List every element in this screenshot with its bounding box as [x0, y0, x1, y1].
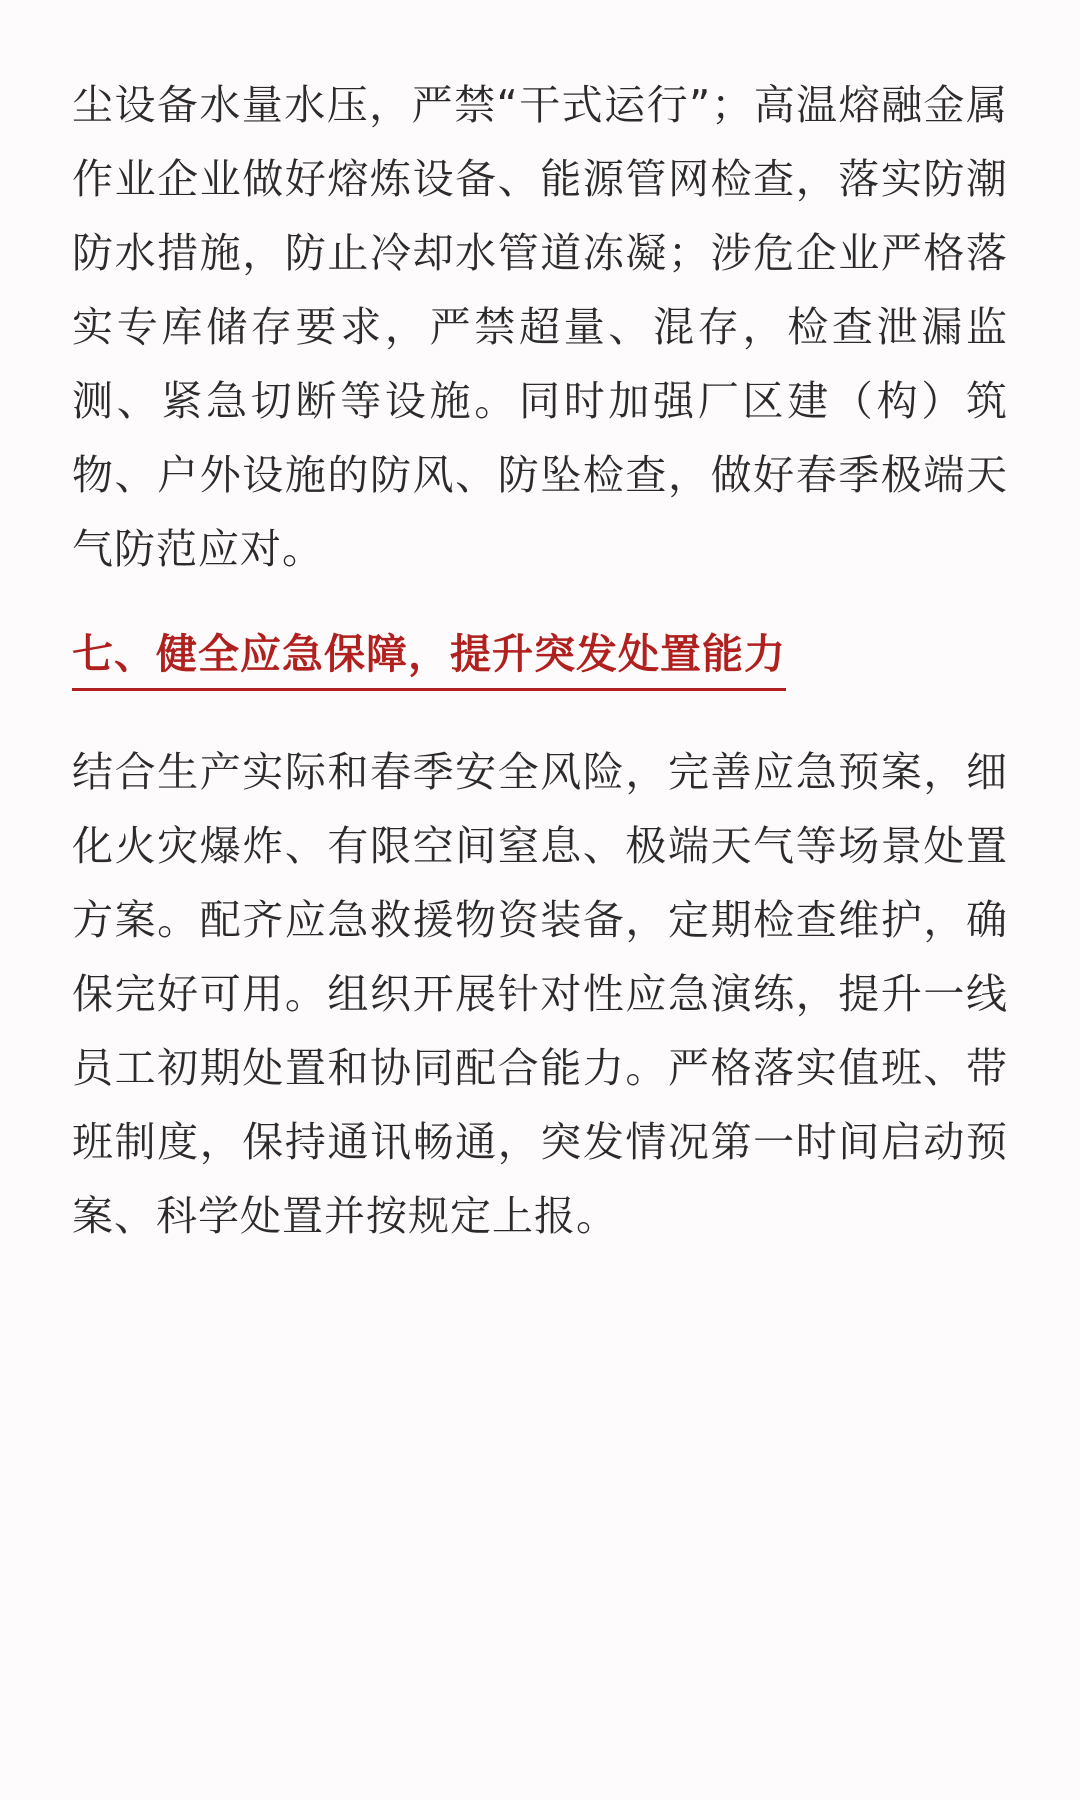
article-body: [72, 68, 1008, 1253]
section-heading-emergency: 七、健全应急保障，提升突发处置能力: [72, 624, 786, 691]
paragraph-emergency-support: 结合生产实际和春季安全风险，完善应急预案，细化火灾爆炸、有限空间窒息、极端天气等场景处置方案。配齐应急救援物资装备，定期检查维护，确保完好可用。组织开展针对性应急演练，提升一线员工初期处置和协同配合能力。严格落实值班、带班制度，保持通讯畅通，突发情况第一时间启动预案、科学处置并按规定上报。: [72, 748, 1008, 1240]
paragraph-equipment-inspection: 尘设备水量水压，严禁“干式运行”；高温熔融金属作业企业做好熔炼设备、能源管网检查，落实防潮防水措施，防止冷却水管道冻凝；涉危企业严格落实专库储存要求，严禁超量、混存，检查泄漏监测、紧急切断等设施。同时加强厂区建（构）筑物、户外设施的防风、防坠检查，做好春季极端天气防范应对。: [72, 81, 1008, 573]
